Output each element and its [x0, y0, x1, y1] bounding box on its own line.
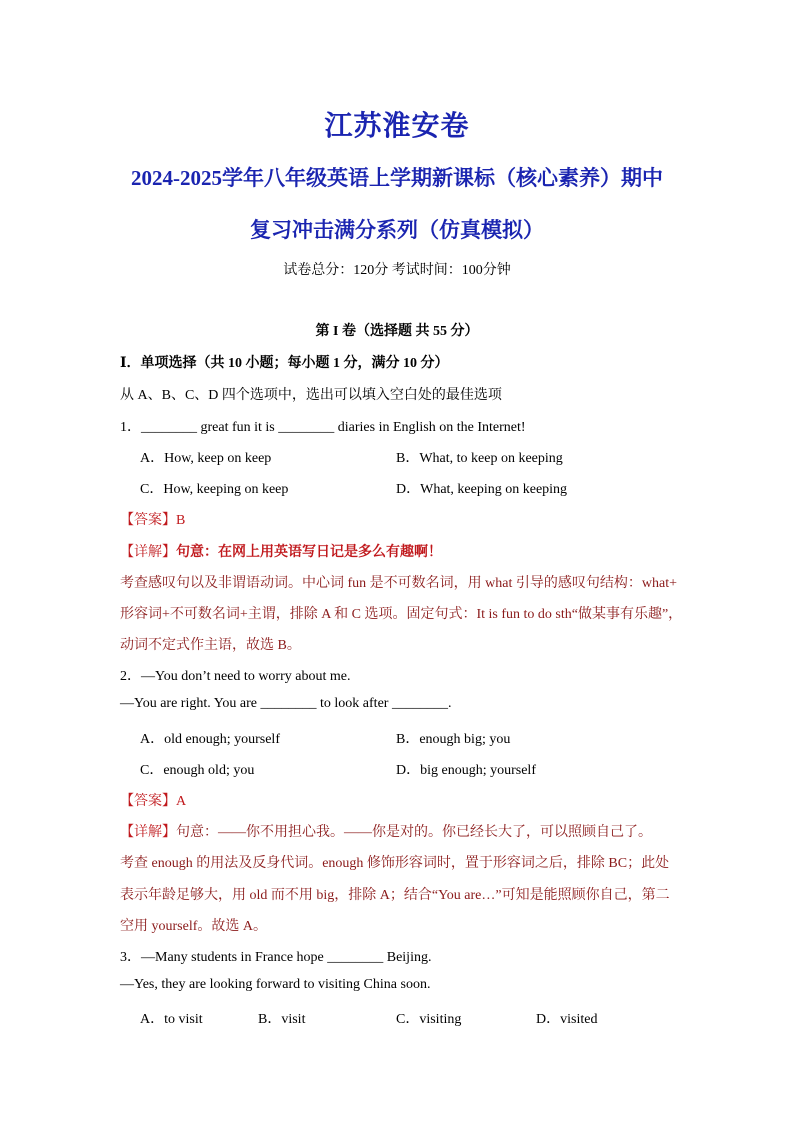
detail-label: 【详解】 [120, 825, 176, 840]
question-2-answer [120, 790, 186, 810]
instruction: 从 A、B、C、D 四个选项中，选出可以填入空白处的最佳选项 [120, 388, 502, 403]
question-1-explanation-line: 动词不定式作主语，故选 B。 [120, 638, 301, 653]
question-2-option-a: A．old enough; yourself [140, 732, 280, 747]
question-1-stem: 1．________ great fun it is ________ diaries in English on the Internet! [120, 420, 526, 435]
question-1-option-b: B．What, to keep on keeping [396, 451, 563, 466]
part-title: Ⅰ．单项选择（共 10 小题；每小题 1 分，满分 10 分） [120, 356, 449, 371]
question-3-option-d: D．visited [536, 1012, 598, 1027]
answer-label: 【答案】 [120, 513, 176, 528]
question-1-option-d: D．What, keeping on keeping [396, 482, 568, 497]
exam-subtitle-line2: 复习冲击满分系列（仿真模拟） [250, 218, 544, 242]
question-2-explanation-line: 考查 enough 的用法及反身代词。enough 修饰形容词时，置于形容词之后，排除 BC；此处 [120, 856, 670, 871]
question-2-dialog-line: —You are right. You are ________ to look after ________. [120, 696, 452, 711]
answer-value: B [176, 513, 186, 528]
question-1-explanation-line: 形容词+不可数名词+主谓，排除 A 和 C 选项。固定句式：It is fun to do sth“做某事有乐趣”， [120, 607, 683, 622]
question-3-option-b: B．visit [258, 1012, 306, 1027]
question-2-detail [120, 821, 652, 841]
question-2-option-d: D．big enough; yourself [396, 763, 536, 778]
question-3-dialog-line: —Yes, they are looking forward to visiting China soon. [120, 977, 431, 992]
question-3-option-a: A．to visit [140, 1012, 203, 1027]
question-1-option-a: A．How, keep on keep [140, 451, 272, 466]
page-title: 江苏淮安卷 [324, 111, 470, 142]
question-2-option-c: C．enough old; you [140, 763, 255, 778]
detail-label: 【详解】 [120, 545, 176, 560]
answer-label: 【答案】 [120, 794, 176, 809]
question-1-answer [120, 509, 185, 529]
question-2-dialog-line: 2．—You don’t need to worry about me. [120, 669, 351, 684]
detail-title: 句意：在网上用英语写日记是多么有趣啊！ [176, 545, 442, 560]
question-1-option-c: C．How, keeping on keep [140, 482, 289, 497]
question-1-detail [120, 541, 442, 561]
answer-value: A [176, 794, 187, 809]
exam-subtitle-line1: 2024-2025学年八年级英语上学期新课标（核心素养）期中 [131, 166, 663, 190]
question-2-option-b: B．enough big; you [396, 732, 511, 747]
question-2-explanation-line: 表示年龄足够大，用 old 而不用 big，排除 A；结合“You are…”可知是能照顾你自己，第二 [120, 888, 670, 903]
exam-meta: 试卷总分：120分 考试时间：100分钟 [283, 263, 511, 278]
question-2-explanation-line: 空用 yourself。故选 A。 [120, 919, 267, 934]
question-3-dialog-line: 3．—Many students in France hope ________ Beijing. [120, 950, 432, 965]
question-3-option-c: C．visiting [396, 1012, 462, 1027]
detail-title: 句意：——你不用担心我。——你是对的。你已经长大了，可以照顾自己了。 [176, 825, 652, 840]
section-title: 第 I 卷（选择题 共 55 分） [315, 324, 479, 339]
question-1-explanation-line: 考查感叹句以及非谓语动词。中心词 fun 是不可数名词，用 what 引导的感叹句结构：what+ [120, 576, 677, 591]
